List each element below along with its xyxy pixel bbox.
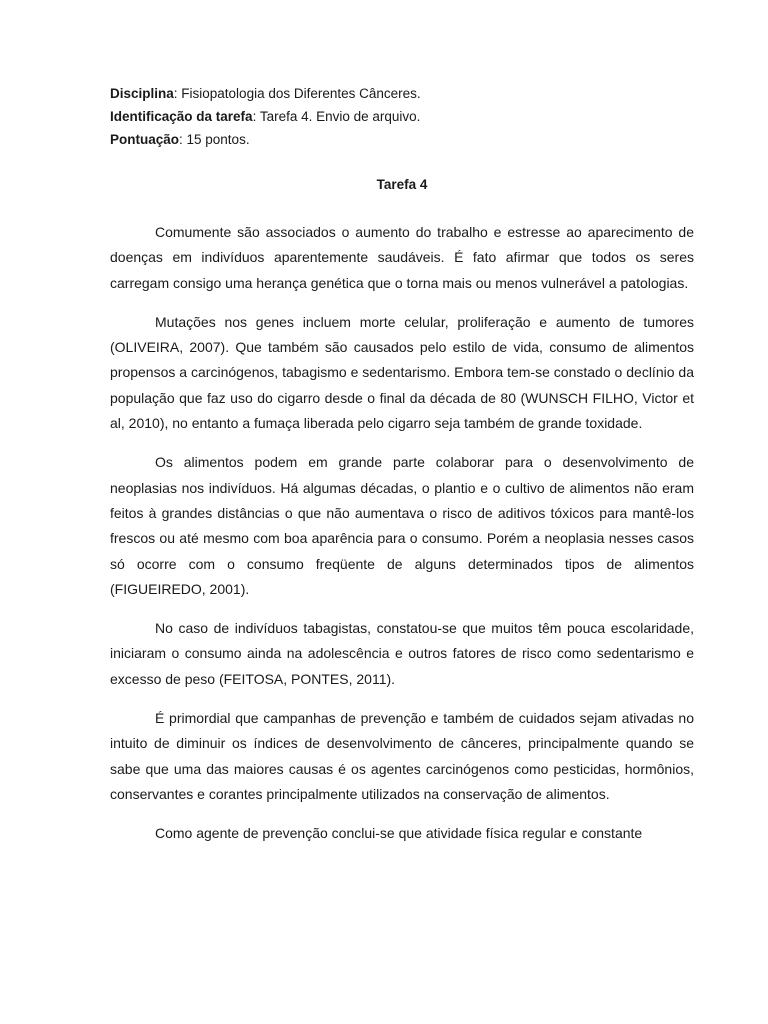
paragraph-2: Mutações nos genes incluem morte celular, proliferação e aumento de tumores (OLIVEIRA, 2007). Que também são causados pelo estilo de vida, consumo de alimentos propensos a carcinógenos, tabagismo e sedentarismo. Embora tem-se constado o declínio da população que faz uso do cigarro desde o final da década de 80 (WUNSCH FILHO, Victor et al, 2010), no entanto a fumaça liberada pelo cigarro seja também de grande toxidade.: [110, 313, 694, 432]
score-label: Pontuação: [110, 132, 180, 147]
paragraph-4: No caso de indivíduos tabagistas, constatou-se que muitos têm pouca escolaridade, iniciaram o consumo ainda na adolescência e outros fatores de risco como sedentarismo e excesso de peso (FEITOSA, PONTES, 2011).: [110, 620, 694, 687]
discipline-value: : Fisiopatologia dos Diferentes Cânceres.: [173, 86, 421, 101]
paragraph-6: Como agente de prevenção conclui-se que atividade física regular e constante: [155, 825, 643, 842]
task-id-value: : Tarefa 4. Envio de arquivo.: [252, 109, 421, 124]
paragraph-5: É primordial que campanhas de prevenção e também de cuidados sejam ativadas no intuito de diminuir os índices de desenvolvimento de cânceres, principalmente quando se sabe que uma das maiores causas é os agentes carcinógenos como pesticidas, hormônios, conservantes e corantes principalmente utilizados na conservação de alimentos.: [110, 710, 694, 802]
score-line: [110, 128, 694, 151]
task-id-label: Identificação da tarefa: [110, 109, 253, 124]
score-value: : 15 pontos.: [179, 132, 250, 147]
discipline-label: Disciplina: [110, 86, 174, 101]
task-id-line: [110, 105, 694, 128]
discipline-line: [110, 82, 694, 105]
document-page: [110, 82, 694, 847]
paragraph-1: Comumente são associados o aumento do trabalho e estresse ao aparecimento de doenças em indivíduos aparentemente saudáveis. É fato afirmar que todos os seres carregam consigo uma herança genética que o torna mais ou menos vulnerável a patologias.: [110, 224, 694, 291]
task-title: Tarefa 4: [376, 177, 428, 192]
paragraph-3: Os alimentos podem em grande parte colaborar para o desenvolvimento de neoplasias nos indivíduos. Há algumas décadas, o plantio e o cultivo de alimentos não eram feitos à grandes distâncias o que não aumentava o risco de aditivos tóxicos para mantê-los frescos ou até mesmo com boa aparência para o consumo. Porém a neoplasia nesses casos só ocorre com o consumo freqüente de alguns determinados tipos de alimentos (FIGUEIREDO, 2001).: [110, 454, 694, 597]
